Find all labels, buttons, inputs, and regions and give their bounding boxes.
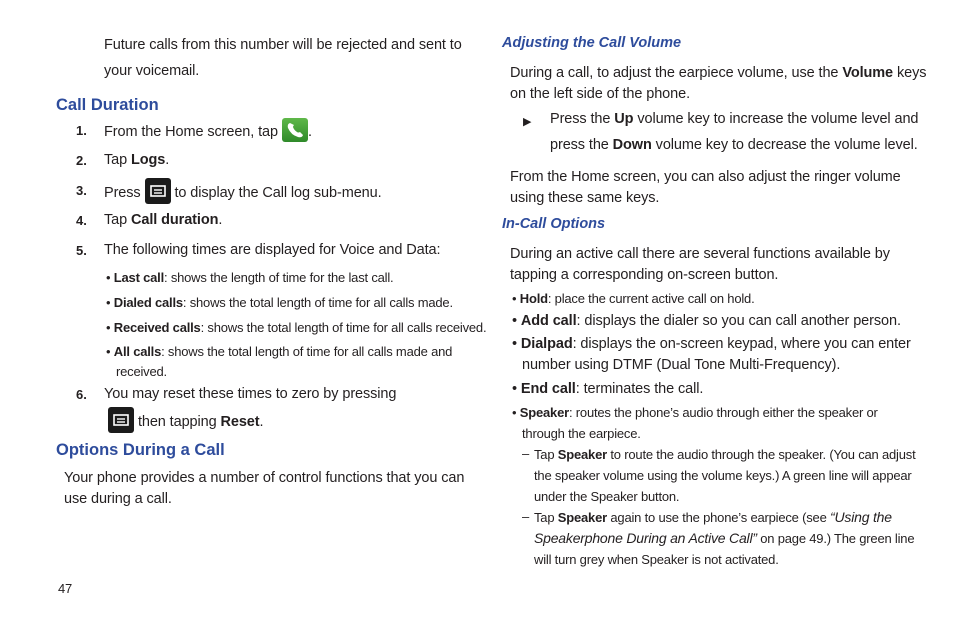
step-number: 3. [76,183,87,198]
step-2: Tap Logs. [104,152,170,168]
menu-key-icon [108,407,134,433]
bullet-last-call: • Last call: shows the length of time for the last call. [106,270,394,285]
bullet-dialed-calls: • Dialed calls: shows the total length of time for all calls made. [106,295,453,310]
in-call-paragraph: During an active call there are several functions available by tapping a corresponding on-screen button. [510,246,890,283]
step-number: 4. [76,213,87,228]
bullet-hold: • Hold: place the current active call on hold. [512,291,755,306]
options-paragraph: Your phone provides a number of control functions that you can use during a call. [64,470,465,507]
bullet-dialpad: • Dialpad: displays the on-screen keypad, where you can enter number using DTMF (Dual Tone Multi-Frequency). [512,336,911,373]
menu-key-icon [145,178,171,204]
bullet-end-call: • End call: terminates the call. [512,381,704,397]
phone-icon [282,118,308,142]
volume-arrow-step: Press the Up volume key to increase the volume level and press the Down volume key to decrease the volume level. [550,111,919,153]
options-during-call-heading: Options During a Call [56,441,225,459]
volume-paragraph: During a call, to adjust the earpiece volume, use the Volume keys on the left side of the phone. [510,65,927,102]
sub-bullet-speaker-on: Tap Speaker to route the audio through the speaker. (You can adjust the speaker volume using the volume keys.) A green line will appear under the Speaker button. [534,447,916,504]
sub-bullet-dash: – [522,446,530,461]
step-3: Press to display the Call log sub-menu. [104,180,382,206]
sub-bullet-speaker-off: Tap Speaker again to use the phone’s earpiece (see “Using the Speakerphone During an Active Call” on page 49.) The green line will turn grey when Speaker is not activated. [534,509,915,567]
step-number: 1. [76,123,87,138]
step-number: 2. [76,153,87,168]
sub-bullet-dash: – [522,509,530,524]
bullet-received-calls: • Received calls: shows the total length of time for all calls received. [106,320,487,335]
adjusting-volume-heading: Adjusting the Call Volume [502,35,682,51]
step-6: You may reset these times to zero by pressing then tapping Reset. [104,384,396,435]
step-number: 5. [76,243,87,258]
step-number: 6. [76,387,87,402]
bullet-all-calls: • All calls: shows the total length of time for all calls made and received. [106,344,453,379]
step-1: From the Home screen, tap . [104,120,312,144]
in-call-options-heading: In-Call Options [502,216,606,232]
bullet-add-call: • Add call: displays the dialer so you can call another person. [512,313,901,329]
page-number: 47 [58,581,73,596]
ringer-paragraph: From the Home screen, you can also adjust the ringer volume using these same keys. [510,169,901,206]
intro-paragraph: Future calls from this number will be rejected and sent to your voicemail. [104,37,462,79]
arrow-bullet-icon: ▶ [523,116,532,128]
step-4: Tap Call duration. [104,212,223,228]
call-duration-heading: Call Duration [56,96,159,114]
bullet-speaker: • Speaker: routes the phone’s audio through either the speaker or through the earpiece. [512,405,878,441]
step-5: The following times are displayed for Voice and Data: [104,242,441,258]
